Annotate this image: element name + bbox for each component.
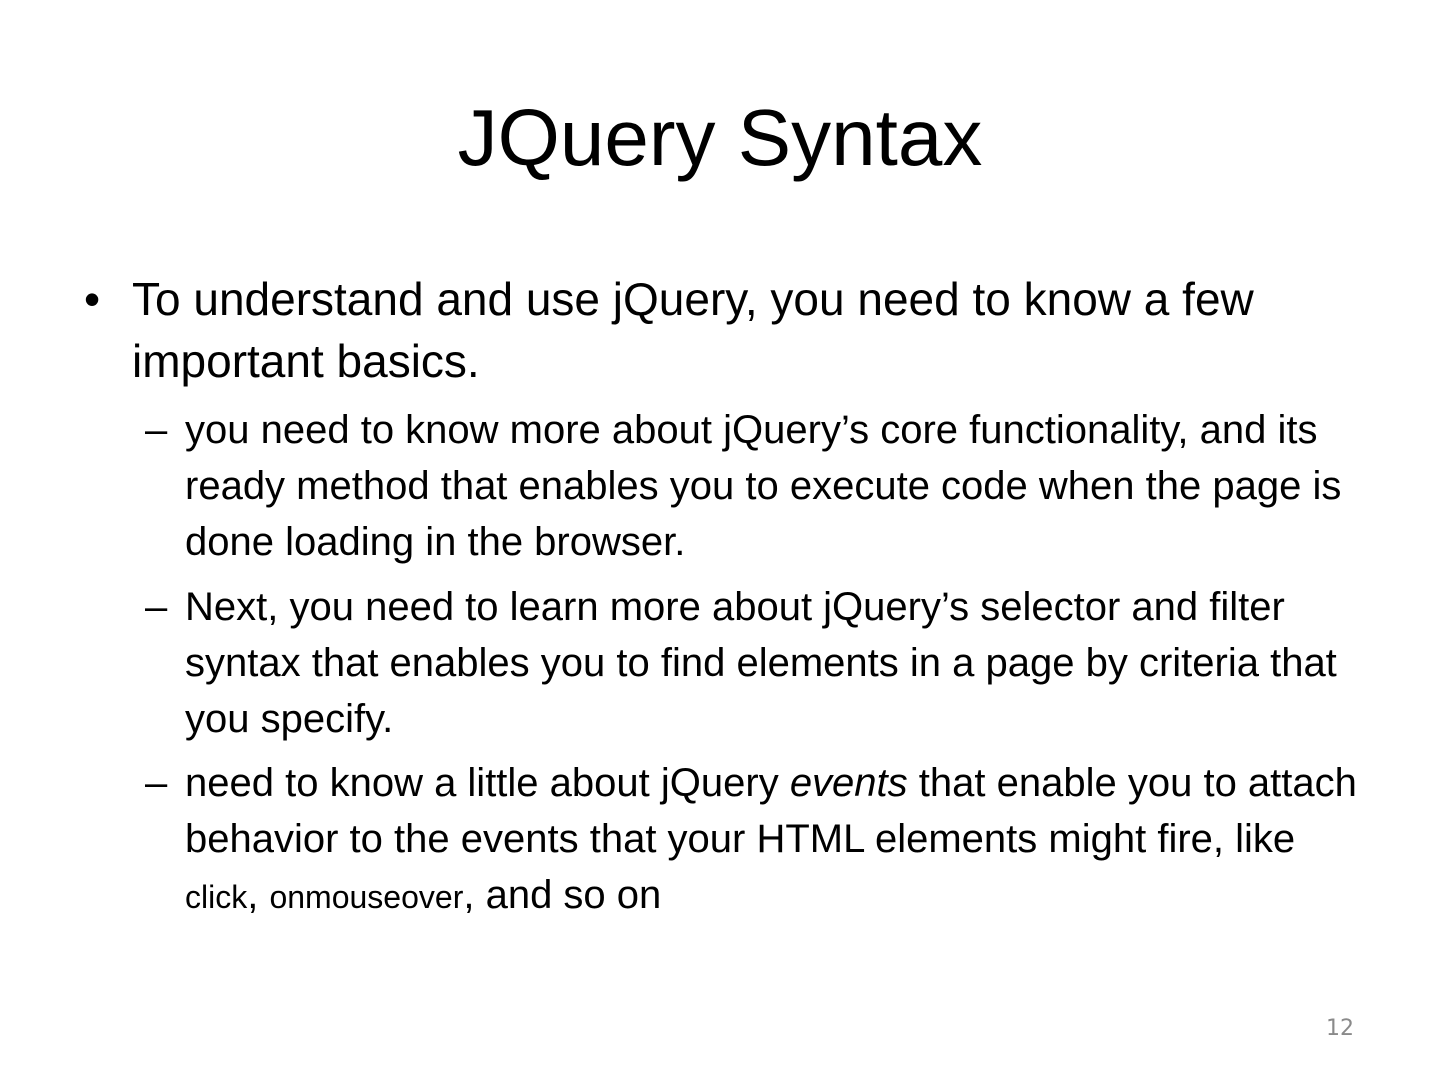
main-bullet [84,268,1334,392]
events-text-part2: that enable you to attach behavior to the events that your HTML elements might fire, like [185,761,1357,861]
sub-bullet-text: you need to know more about jQuery’s core functionality, and its ready method that enables you to execute code when the page is done loading in the browser. [185,408,1342,564]
sub-bullet-events [145,755,1365,925]
onmouseover-event-name: onmouseover [269,879,464,915]
dash-marker: – [145,761,168,805]
bullet-marker: • [84,273,101,325]
sub-bullet-selector-syntax [145,579,1365,747]
main-bullet-text: To understand and use jQuery, you need to know a few important basics. [132,273,1254,387]
sub-bullet-text [185,755,1365,925]
dash-marker: – [145,408,168,452]
sub-bullet-text: Next, you need to learn more about jQuery’s selector and filter syntax that enables you to find elements in a page by criteria that you specify. [185,585,1337,741]
events-text-part1: need to know a little about jQuery [185,761,790,805]
dash-marker: – [145,585,168,629]
sub-bullet-core-functionality [145,402,1365,570]
events-emphasis: events [789,761,908,805]
click-event-name: click [185,879,248,915]
events-separator: , [247,873,270,917]
page-number: 12 [1326,1016,1354,1041]
slide-title: JQuery Syntax [457,93,983,182]
events-text-part3: , and so on [463,873,662,917]
